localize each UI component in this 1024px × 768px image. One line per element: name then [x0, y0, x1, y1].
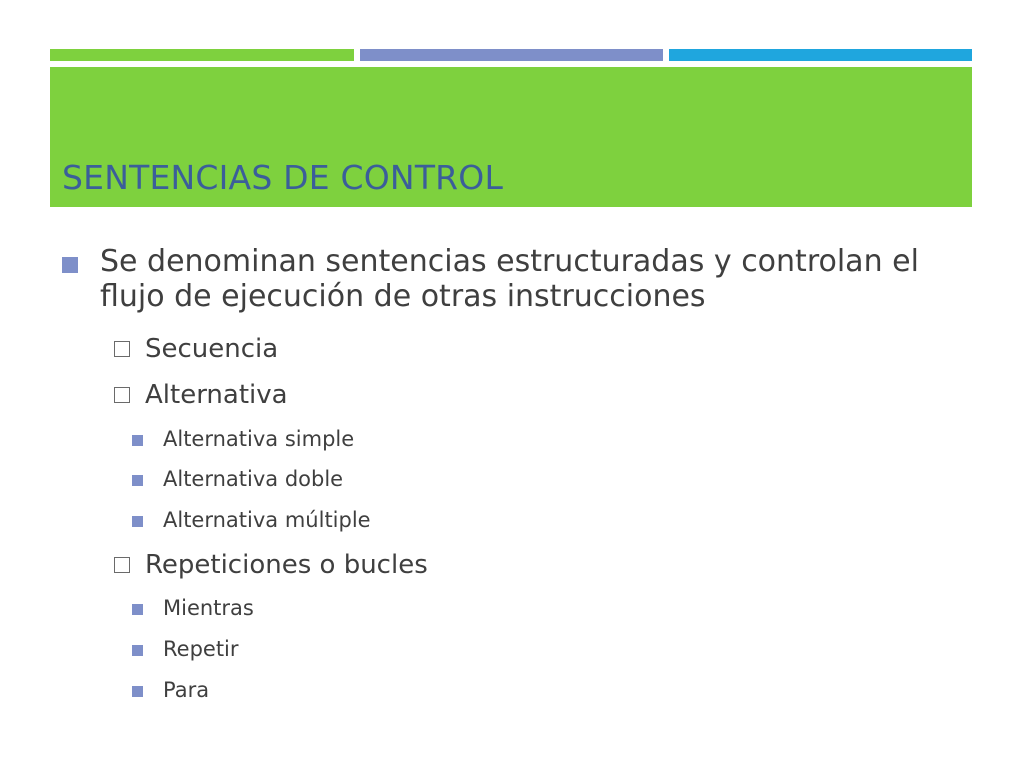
- small-square-bullet-icon: [132, 475, 143, 486]
- checkbox-bullet-icon: [114, 557, 130, 573]
- sub-item-mientras: [132, 595, 632, 623]
- sub-item-label: Alternativa simple: [163, 427, 355, 451]
- checkbox-bullet-icon: [114, 341, 130, 357]
- list-item-alternativa: [114, 379, 714, 413]
- square-bullet-icon: [62, 257, 78, 273]
- sub-item-label: Alternativa doble: [163, 467, 344, 491]
- sub-item-label: Repetir: [163, 637, 239, 661]
- list-item-label: Repeticiones o bucles: [145, 550, 428, 580]
- sub-item-alternativa-doble: [132, 466, 632, 494]
- small-square-bullet-icon: [132, 604, 143, 615]
- sub-item-alternativa-simple: [132, 426, 632, 454]
- list-item-repeticiones: [114, 549, 714, 583]
- sub-item-label: Mientras: [163, 596, 254, 620]
- sub-item-label: Alternativa múltiple: [163, 508, 371, 532]
- small-square-bullet-icon: [132, 686, 143, 697]
- list-item-label: Secuencia: [145, 334, 279, 364]
- small-square-bullet-icon: [132, 645, 143, 656]
- slide-title: SENTENCIAS DE CONTROL: [62, 158, 504, 197]
- checkbox-bullet-icon: [114, 387, 130, 403]
- sub-item-repetir: [132, 636, 632, 664]
- main-bullet-text: Se denominan sentencias estructuradas y controlan el flujo de ejecución de otras instrucciones: [100, 244, 919, 314]
- sub-item-label: Para: [163, 678, 210, 702]
- list-item-label: Alternativa: [145, 380, 288, 410]
- small-square-bullet-icon: [132, 435, 143, 446]
- small-square-bullet-icon: [132, 516, 143, 527]
- sub-item-alternativa-multiple: [132, 507, 632, 535]
- list-item-secuencia: [114, 333, 714, 367]
- sub-item-para: [132, 677, 632, 705]
